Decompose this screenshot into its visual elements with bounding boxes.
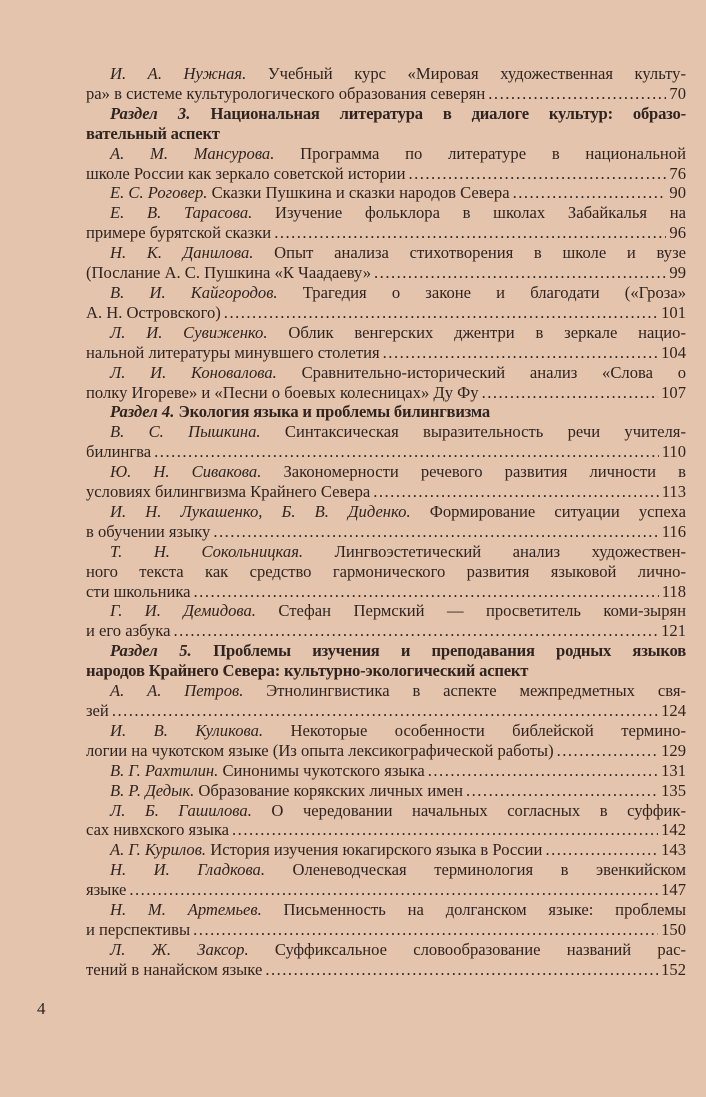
- entry-title: Лингвоэстетический анализ художествен-: [334, 541, 686, 561]
- entry-line: [86, 940, 686, 960]
- entry-line: [86, 502, 686, 522]
- entry-last-line: [86, 621, 686, 641]
- entry-author: Н. И. Гладкова.: [110, 860, 265, 880]
- toc-entry: [86, 502, 686, 542]
- entry-page-number: 76: [669, 163, 686, 183]
- entry-last-line: [86, 482, 686, 502]
- entry-author: В. Р. Дедык.: [110, 780, 195, 800]
- section-heading: [86, 402, 686, 422]
- entry-page-number: 107: [661, 382, 686, 402]
- entry-text: [86, 303, 221, 323]
- entry-author: В. И. Кайгородов.: [110, 282, 278, 302]
- entry-text: [86, 741, 554, 761]
- entry-title: полку Игореве» и «Песни о боевых колесницах» Ду Фу: [86, 382, 479, 402]
- entry-title: билингва: [86, 442, 152, 462]
- entry-page-number: 131: [661, 760, 686, 780]
- entry-text: [86, 701, 109, 721]
- entry-line: [86, 542, 686, 562]
- entry-page-number: 96: [669, 223, 686, 243]
- entry-text: [86, 223, 271, 243]
- entry-last-line: [86, 522, 686, 542]
- dot-leader: [545, 840, 658, 860]
- entry-text: [86, 383, 479, 403]
- entry-author: Л. Ж. Заксор.: [110, 939, 249, 959]
- entry-page-number: 70: [669, 83, 686, 103]
- entry-title: Образование корякских личных имен: [198, 780, 463, 800]
- entry-title: в обучении языку: [86, 521, 211, 541]
- toc-entry: [86, 243, 686, 283]
- entry-author: Е. В. Тарасова.: [110, 203, 253, 223]
- entry-text: [86, 263, 371, 283]
- entry-last-line: [86, 761, 686, 781]
- dot-leader: [194, 582, 659, 602]
- entry-page-number: 147: [661, 880, 686, 900]
- entry-title: ного текста как средство гармонического развития языковой лично-: [86, 561, 686, 581]
- toc-entry: [86, 900, 686, 940]
- entry-title: (Послание А. С. Пушкина «К Чаадаеву»: [86, 263, 372, 283]
- entry-last-line: [86, 820, 686, 840]
- toc-entry: [86, 542, 686, 602]
- entry-title: Синтаксическая выразительность речи учителя-: [284, 422, 686, 442]
- entry-page-number: 152: [661, 959, 686, 979]
- entry-line: [86, 462, 686, 482]
- toc-entry: [86, 781, 686, 801]
- entry-title: тений в нанайском языке: [86, 959, 263, 979]
- entry-title: зей: [86, 701, 109, 720]
- entry-title: Трагедия о законе и благодати («Гроза»: [302, 282, 686, 302]
- toc-entry: [86, 761, 686, 781]
- entry-line: [86, 681, 686, 701]
- toc-entry: [86, 801, 686, 841]
- entry-line: [86, 601, 686, 621]
- entry-last-line: [86, 303, 686, 323]
- entry-author: А. А. Петров.: [110, 681, 244, 701]
- section-heading: [86, 641, 686, 681]
- entry-title: Некоторые особенности библейской термино-: [290, 720, 686, 740]
- entry-author: Г. И. Демидова.: [110, 601, 256, 621]
- dot-leader: [274, 223, 666, 243]
- dot-leader: [374, 263, 666, 283]
- entry-line: [86, 562, 686, 582]
- entry-title: и его азбука: [86, 621, 171, 641]
- toc-entry: [86, 601, 686, 641]
- toc-entry: [86, 363, 686, 403]
- dot-leader: [265, 960, 658, 980]
- entry-page-number: 129: [661, 740, 686, 760]
- dot-leader: [466, 781, 658, 801]
- entry-text: [110, 840, 542, 860]
- dot-leader: [513, 183, 667, 203]
- entry-last-line: [86, 781, 686, 801]
- entry-title: сти школьника: [86, 581, 191, 601]
- entry-page-number: 110: [661, 442, 686, 462]
- section-label: Раздел 4.: [110, 402, 175, 422]
- entry-text: [86, 482, 370, 502]
- entry-title: Учебный курс «Мировая художественная культу-: [267, 64, 686, 83]
- entry-last-line: [86, 701, 686, 721]
- entry-title: примере бурятской сказки: [86, 223, 272, 243]
- entry-text: [86, 343, 380, 363]
- entry-title: История изучения юкагирского языка в России: [210, 840, 543, 860]
- entry-author: Е. С. Роговер.: [110, 183, 208, 203]
- entry-page-number: 116: [661, 521, 686, 541]
- entry-line: [86, 203, 686, 223]
- entry-author: Т. Н. Сокольницкая.: [110, 541, 304, 561]
- entry-last-line: [86, 960, 686, 980]
- entry-last-line: [86, 880, 686, 900]
- entry-page-number: 90: [669, 183, 686, 203]
- entry-page-number: 118: [661, 581, 686, 601]
- toc-entry: [86, 840, 686, 860]
- toc-entry: [86, 940, 686, 980]
- entry-line: [86, 860, 686, 880]
- entry-title: логии на чукотском языке (Из опыта лексикографической работы): [86, 740, 554, 760]
- toc-entry: [86, 860, 686, 900]
- entry-author: И. В. Куликова.: [110, 720, 264, 740]
- entry-title: ра» в системе культурологического образования северян: [86, 83, 486, 103]
- dot-leader: [193, 920, 658, 940]
- toc-entry: [86, 721, 686, 761]
- entry-last-line: [86, 582, 686, 602]
- entry-title: Изучение фольклора в школах Забайкалья на: [274, 203, 686, 223]
- dot-leader: [224, 303, 658, 323]
- section-heading: [86, 104, 686, 144]
- entry-title: Синонимы чукотского языка: [222, 760, 425, 780]
- entry-title: Опыт анализа стихотворения в школе и вузе: [274, 243, 686, 263]
- entry-page-number: 121: [661, 621, 686, 641]
- entry-title: условиях билингвизма Крайнего Севера: [86, 482, 371, 502]
- entry-line: [86, 144, 686, 164]
- section-line: [86, 402, 686, 422]
- entry-line: [86, 64, 686, 84]
- entry-text: [86, 621, 170, 641]
- entry-author: Н. М. Артемьев.: [110, 900, 262, 920]
- dot-leader: [428, 761, 658, 781]
- entry-page-number: 99: [669, 263, 686, 283]
- entry-line: [86, 283, 686, 303]
- entry-title: и перспективы: [86, 919, 191, 939]
- section-title: Проблемы изучения и преподавания родных языков: [213, 641, 686, 661]
- entry-line: [86, 900, 686, 920]
- entry-page-number: 142: [661, 820, 686, 840]
- entry-line: [86, 801, 686, 821]
- entry-last-line: [86, 383, 686, 403]
- entry-text: [86, 820, 229, 840]
- entry-text: [86, 920, 190, 940]
- page-number: 4: [37, 999, 46, 1018]
- dot-leader: [408, 164, 666, 184]
- dot-leader: [557, 741, 659, 761]
- dot-leader: [154, 442, 659, 462]
- entry-last-line: [86, 263, 686, 283]
- entry-title: Облик венгерских джентри в зеркале нацио-: [288, 322, 686, 342]
- entry-line: [86, 363, 686, 383]
- entry-last-line: [86, 920, 686, 940]
- section-label: Раздел 5.: [110, 641, 192, 661]
- entry-last-line: [86, 840, 686, 860]
- dot-leader: [482, 383, 659, 403]
- section-line: [86, 641, 686, 661]
- toc-entry: [86, 183, 686, 203]
- toc-entry: [86, 64, 686, 104]
- entry-title: сах нивхского языка: [86, 820, 230, 840]
- dot-leader: [232, 820, 658, 840]
- section-line: [86, 124, 686, 144]
- entry-last-line: [86, 164, 686, 184]
- toc-entry: [86, 144, 686, 184]
- toc-entry: [86, 462, 686, 502]
- entry-author: Л. Б. Гашилова.: [110, 800, 252, 820]
- toc-entry: [86, 681, 686, 721]
- dot-leader: [173, 621, 658, 641]
- entry-title: Программа по литературе в национальной: [300, 143, 686, 163]
- toc-entry: [86, 203, 686, 243]
- section-title: вательный аспект: [86, 123, 220, 143]
- dot-leader: [129, 880, 658, 900]
- entry-text: [86, 880, 126, 900]
- entry-line: [86, 323, 686, 343]
- entry-author: Л. И. Коновалова.: [110, 362, 277, 382]
- entry-last-line: [86, 223, 686, 243]
- entry-text: [86, 582, 191, 602]
- entry-text: [110, 761, 425, 781]
- entry-author: Л. И. Сувиженко.: [110, 322, 268, 342]
- entry-title: Этнолингвистика в аспекте межпредметных свя-: [266, 681, 686, 701]
- section-line: [86, 661, 686, 681]
- entry-title: Оленеводческая терминология в эвенкийском: [292, 860, 686, 880]
- entry-last-line: [86, 183, 686, 203]
- entry-text: [110, 183, 510, 203]
- entry-line: [86, 243, 686, 263]
- section-line: [86, 104, 686, 124]
- entry-title: Сказки Пушкина и сказки народов Севера: [211, 183, 510, 203]
- section-title: народов Крайнего Севера: культурно-экологический аспект: [86, 661, 529, 681]
- entry-page-number: 143: [661, 840, 686, 860]
- entry-title: Письменность на долганском языке: проблемы: [283, 900, 686, 920]
- dot-leader: [488, 84, 666, 104]
- entry-page-number: 113: [661, 482, 686, 502]
- entry-text: [110, 781, 463, 801]
- entry-last-line: [86, 442, 686, 462]
- entry-text: [86, 84, 485, 104]
- entry-line: [86, 422, 686, 442]
- entry-author: А. Г. Курилов.: [110, 840, 207, 860]
- entry-title: Закономерности речевого развития личности в: [283, 462, 686, 482]
- entry-author: И. А. Нужная.: [110, 64, 247, 83]
- dot-leader: [373, 482, 658, 502]
- entry-page-number: 135: [661, 780, 686, 800]
- entry-text: [86, 960, 262, 980]
- entry-title: нальной литературы минувшего столетия: [86, 342, 380, 362]
- toc-entry: [86, 323, 686, 363]
- table-of-contents: [86, 64, 686, 980]
- entry-title: Сравнительно-исторический анализ «Слова о: [301, 362, 686, 382]
- section-title: Национальная литература в диалоге культур: образо-: [210, 103, 686, 123]
- entry-author: В. С. Пышкина.: [110, 422, 261, 442]
- entry-text: [86, 442, 151, 462]
- entry-author: А. М. Мансурова.: [110, 143, 275, 163]
- entry-author: Н. К. Данилова.: [110, 243, 254, 263]
- section-label: Раздел 3.: [110, 103, 191, 123]
- entry-line: [86, 721, 686, 741]
- entry-title: Формирование ситуации успеха: [429, 501, 686, 521]
- entry-page-number: 104: [661, 342, 686, 362]
- entry-last-line: [86, 741, 686, 761]
- toc-entry: [86, 283, 686, 323]
- entry-title: языке: [86, 880, 127, 900]
- entry-page-number: 124: [661, 701, 686, 720]
- entry-title: О чередовании начальных согласных в суффик-: [271, 800, 686, 820]
- entry-title: школе России как зеркало советской истории: [86, 163, 406, 183]
- entry-title: А. Н. Островского): [86, 302, 221, 322]
- entry-last-line: [86, 343, 686, 363]
- entry-page-number: 101: [661, 302, 686, 322]
- entry-author: Ю. Н. Сивакова.: [110, 462, 262, 482]
- entry-text: [86, 164, 405, 184]
- dot-leader: [112, 701, 658, 721]
- dot-leader: [213, 522, 658, 542]
- entry-title: Стефан Пермский — просветитель коми-зырян: [278, 601, 686, 621]
- entry-author: И. Н. Лукашенко, Б. В. Диденко.: [110, 501, 411, 521]
- toc-entry: [86, 422, 686, 462]
- entry-title: Суффиксальное словообразование названий рас-: [274, 939, 686, 959]
- section-title: Экология языка и проблемы билингвизма: [178, 402, 491, 422]
- entry-author: В. Г. Рахтилин.: [110, 760, 219, 780]
- entry-last-line: [86, 84, 686, 104]
- entry-text: [86, 522, 210, 542]
- dot-leader: [383, 343, 658, 363]
- entry-page-number: 150: [661, 919, 686, 939]
